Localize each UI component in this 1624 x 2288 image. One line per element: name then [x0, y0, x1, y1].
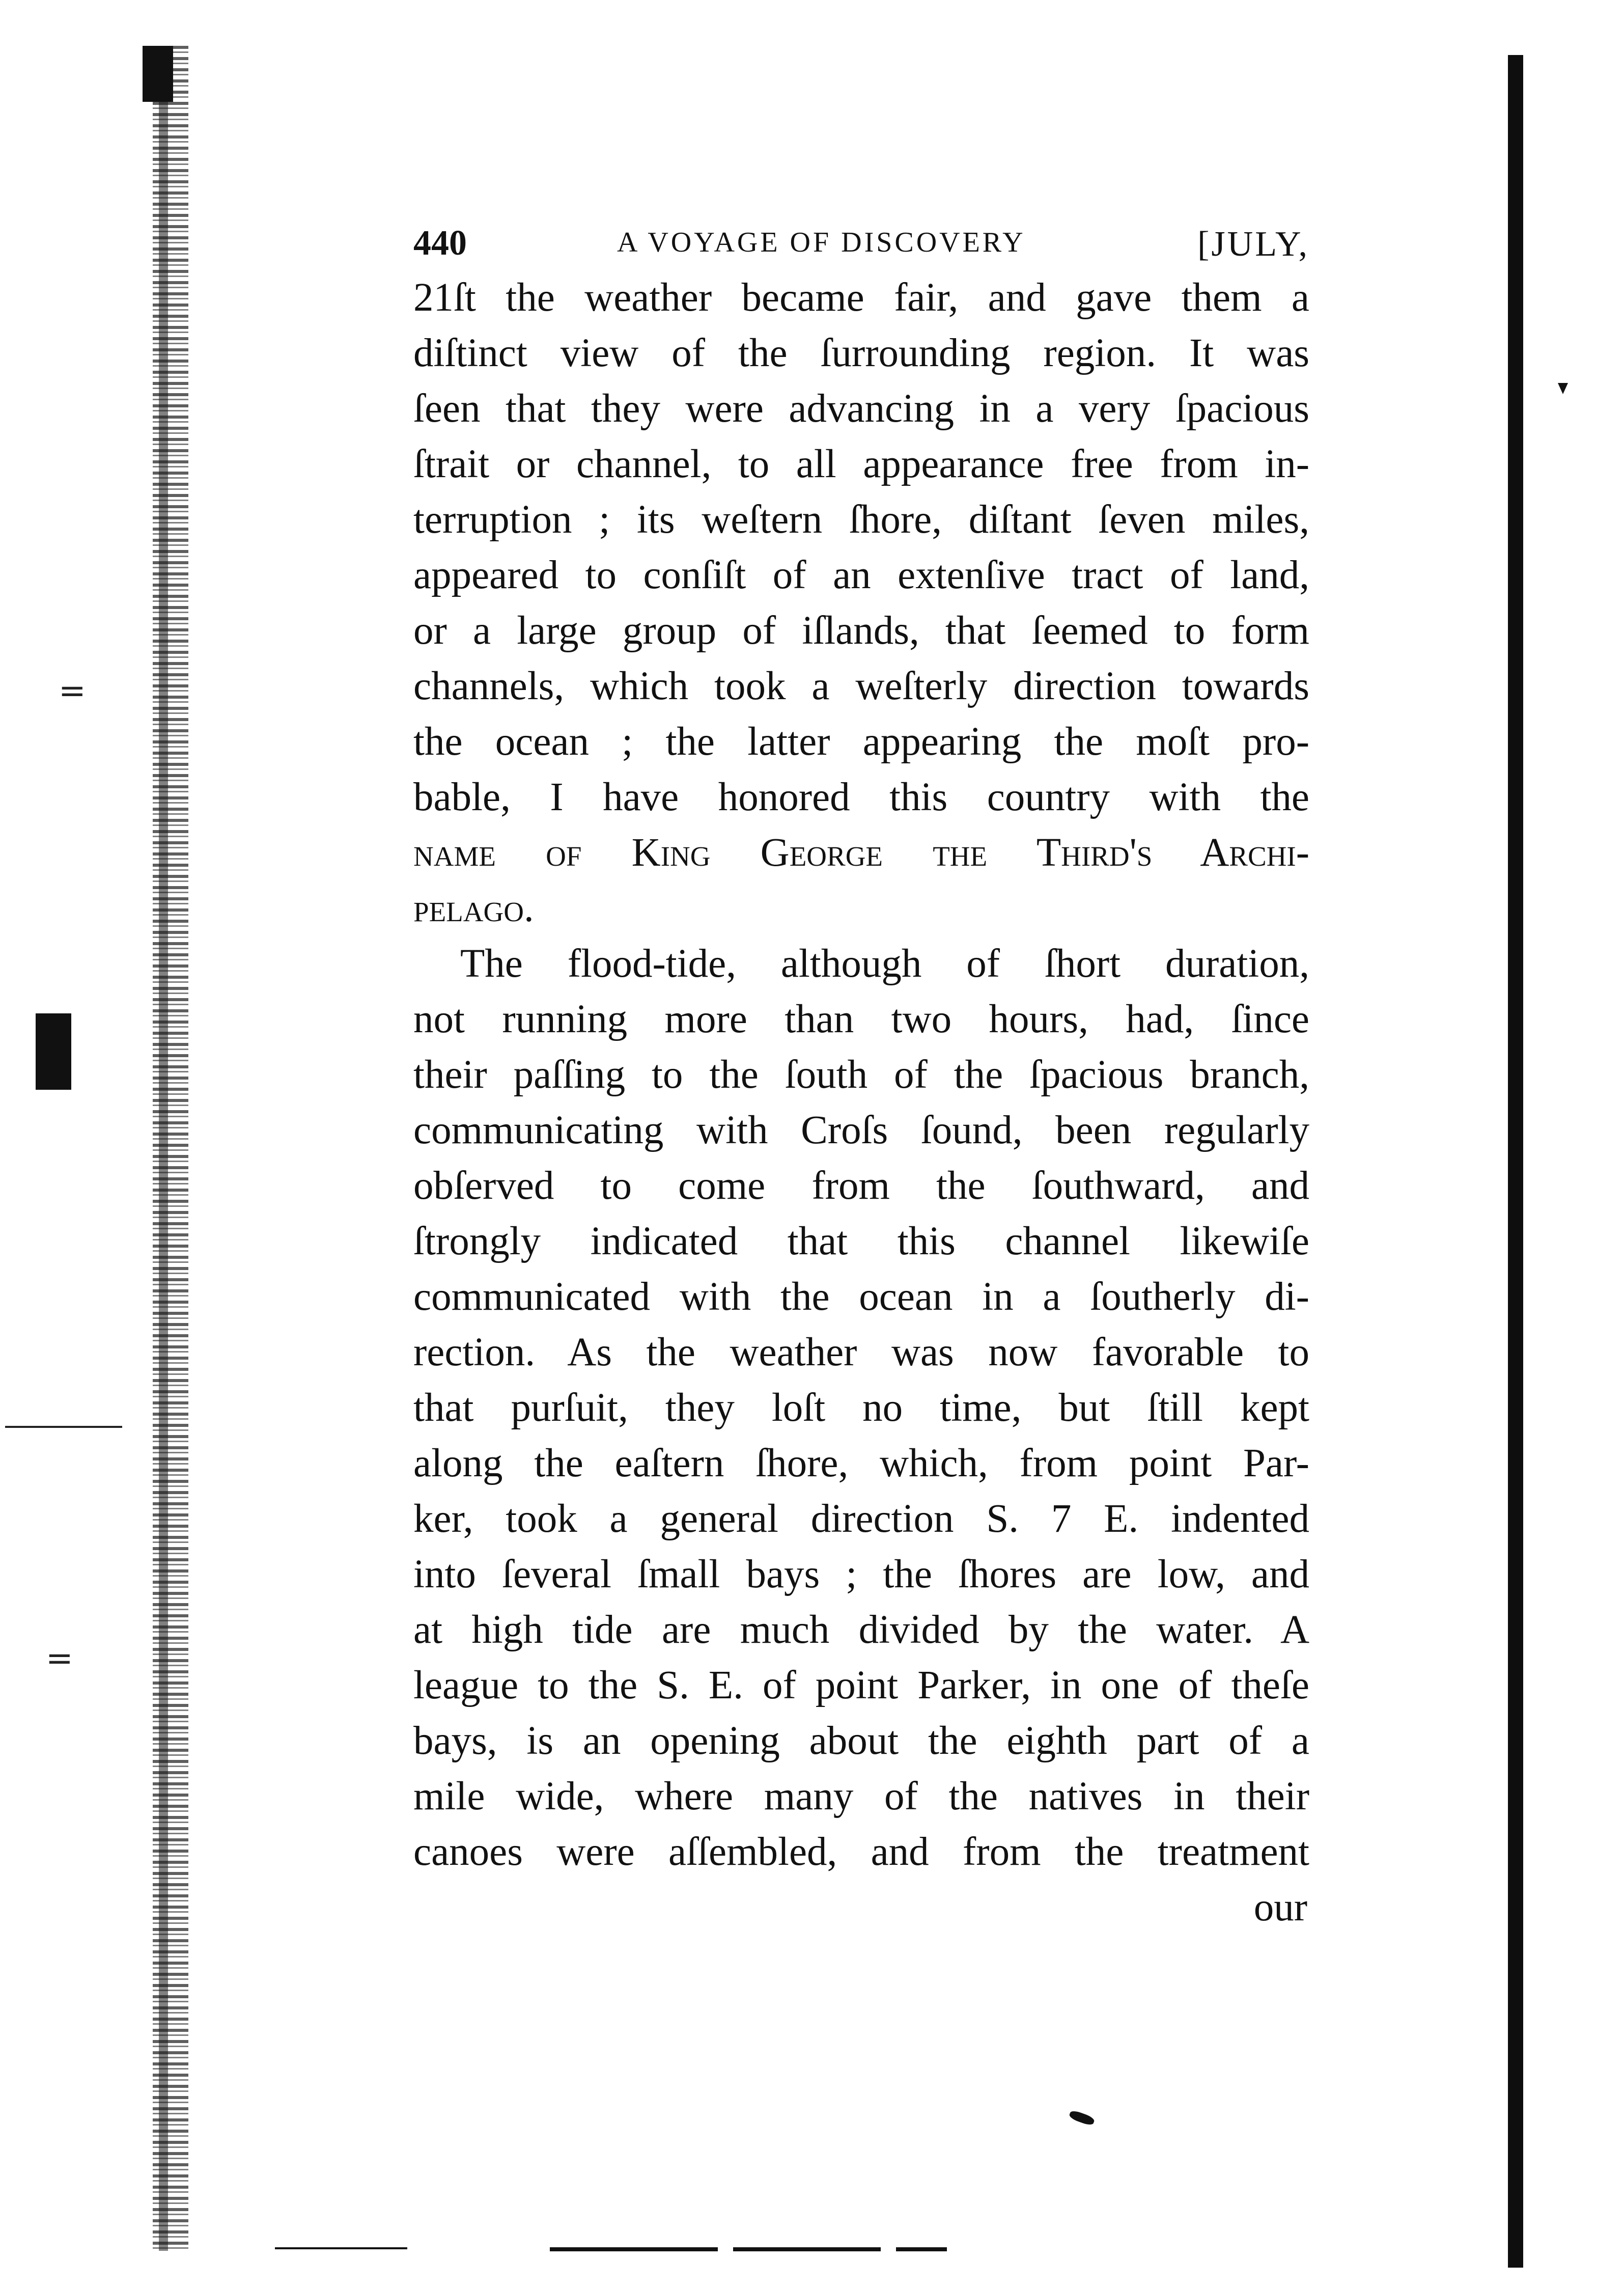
text-line: pelago.	[413, 886, 534, 930]
text-line: obſerved to come from the ſouthward, and	[413, 1164, 1309, 1208]
text-line: into ſeveral ſmall bays ; the ſhores are low, and	[413, 1552, 1309, 1596]
text-line: appeared to conſiſt of an extenſive tract of land,	[413, 553, 1309, 597]
text-line: ker, took a general direction S. 7 E. indented	[413, 1497, 1309, 1541]
text-line: 21ſt the weather became fair, and gave them a	[413, 275, 1309, 320]
text-line: league to the S. E. of point Parker, in one of theſe	[413, 1663, 1309, 1707]
text-line: that purſuit, they loſt no time, but ſtill kept	[413, 1386, 1309, 1430]
text-line: canoes were aſſembled, and from the treatment	[413, 1830, 1309, 1874]
running-header	[413, 214, 1309, 270]
binding-blot-middle	[36, 1013, 71, 1090]
text-line: channels, which took a weſterly direction towards	[413, 664, 1309, 708]
catchword: our	[1253, 1885, 1307, 1929]
text-line: mile wide, where many of the natives in their	[413, 1774, 1309, 1818]
text-line: bays, is an opening about the eighth part of a	[413, 1719, 1309, 1763]
text-line: not running more than two hours, had, ſince	[413, 997, 1309, 1041]
binding-shadow	[159, 46, 168, 2251]
text-line: The flood-tide, although of ſhort duration,	[460, 942, 1309, 986]
bottom-rule	[896, 2247, 947, 2251]
right-margin-bar	[1508, 55, 1523, 2268]
page-number: 440	[413, 224, 467, 263]
binding-blot-top	[143, 46, 173, 102]
text-line: the ocean ; the latter appearing the moſt pro-	[413, 720, 1309, 764]
text-line: rection. As the weather was now favorable to	[413, 1330, 1309, 1374]
text-line: communicated with the ocean in a ſoutherly di-	[413, 1275, 1309, 1319]
text-line: along the eaſtern ſhore, which, from point Par-	[413, 1441, 1309, 1485]
text-line: at high tide are much divided by the water. A	[413, 1608, 1309, 1652]
bottom-rule	[275, 2247, 407, 2249]
running-title: A VOYAGE OF DISCOVERY	[617, 227, 1026, 258]
text-line: ſtrait or channel, to all appearance free from in-	[413, 442, 1309, 486]
text-line: their paſſing to the ſouth of the ſpacious branch,	[413, 1053, 1309, 1097]
margin-rule	[5, 1426, 122, 1428]
page-text-block	[413, 214, 1309, 1935]
ink-blot	[1068, 2109, 1095, 2127]
text-line: ſtrongly indicated that this channel likewiſe	[413, 1219, 1309, 1263]
margin-equals-mark: =	[46, 1640, 73, 1677]
bottom-rule	[550, 2247, 718, 2251]
margin-arrow-mark	[1558, 383, 1568, 394]
text-line: name of King George the Third's Archi-	[413, 831, 1309, 875]
text-line: terruption ; its weſtern ſhore, diſtant ſeven miles,	[413, 498, 1309, 542]
running-month: [JULY,	[1197, 225, 1309, 264]
binding-edge	[153, 46, 188, 2251]
bottom-rule	[733, 2247, 881, 2251]
text-line: diſtinct view of the ſurrounding region. It was	[413, 331, 1309, 375]
margin-equals-mark: =	[59, 672, 86, 710]
text-line: bable, I have honored this country with the	[413, 775, 1309, 819]
text-line: communicating with Croſs ſound, been regularly	[413, 1108, 1309, 1152]
text-line: ſeen that they were advancing in a very ſpacious	[413, 387, 1309, 431]
text-line: or a large group of iſlands, that ſeemed to form	[413, 609, 1309, 653]
